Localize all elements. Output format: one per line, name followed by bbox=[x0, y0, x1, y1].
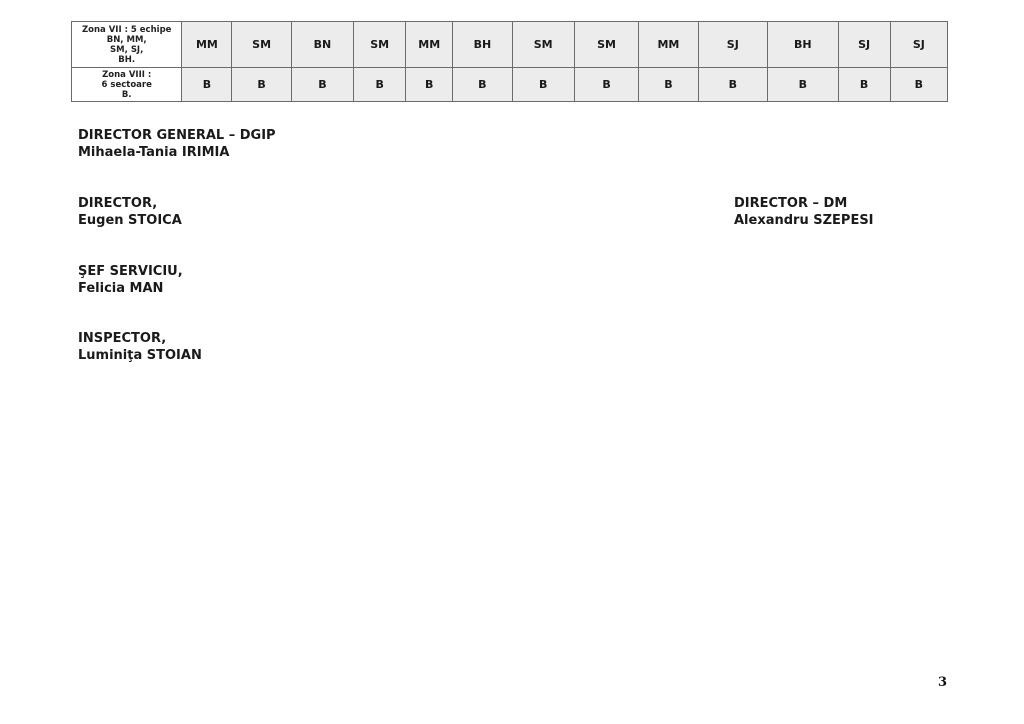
zone-label-cell: Zona VIII : 6 sectoare B. bbox=[72, 68, 182, 102]
schedule-cell: B bbox=[406, 68, 453, 102]
signature-director-general bbox=[78, 127, 276, 161]
schedule-cell: B bbox=[698, 68, 768, 102]
schedule-cell: B bbox=[182, 68, 232, 102]
schedule-cell: B bbox=[232, 68, 291, 102]
schedule-table bbox=[71, 21, 948, 102]
schedule-cell: B bbox=[768, 68, 839, 102]
signature-title: INSPECTOR, bbox=[78, 331, 167, 346]
schedule-cell: B bbox=[890, 68, 947, 102]
signature-name: Mihaela-Tania IRIMIA bbox=[78, 145, 230, 160]
signature-director bbox=[78, 195, 182, 229]
schedule-cell: BH bbox=[453, 22, 512, 68]
zone-label-cell: Zona VII : 5 echipe BN, MM, SM, SJ, BH. bbox=[72, 22, 182, 68]
schedule-cell: SM bbox=[574, 22, 638, 68]
schedule-cell: MM bbox=[406, 22, 453, 68]
schedule-cell: B bbox=[453, 68, 512, 102]
schedule-cell: BN bbox=[291, 22, 353, 68]
schedule-cell: B bbox=[512, 68, 574, 102]
table-row-zona-vii bbox=[72, 22, 948, 68]
signature-inspector bbox=[78, 330, 202, 364]
signature-name: Felicia MAN bbox=[78, 281, 164, 296]
signature-name: Luminiţa STOIAN bbox=[78, 348, 202, 363]
table-row-zona-viii bbox=[72, 68, 948, 102]
signature-name: Alexandru SZEPESI bbox=[734, 213, 874, 228]
schedule-cell: SJ bbox=[838, 22, 890, 68]
signature-title: DIRECTOR GENERAL – DGIP bbox=[78, 128, 276, 143]
signature-sef-serviciu bbox=[78, 263, 183, 297]
schedule-cell: B bbox=[291, 68, 353, 102]
schedule-cell: SM bbox=[512, 22, 574, 68]
schedule-cell: SM bbox=[354, 22, 406, 68]
schedule-cell: B bbox=[574, 68, 638, 102]
signature-name: Eugen STOICA bbox=[78, 213, 182, 228]
schedule-cell: B bbox=[639, 68, 698, 102]
signature-director-dm bbox=[734, 195, 874, 229]
schedule-cell: BH bbox=[768, 22, 839, 68]
signature-title: DIRECTOR, bbox=[78, 196, 158, 211]
schedule-cell: SM bbox=[232, 22, 291, 68]
schedule-cell: B bbox=[838, 68, 890, 102]
schedule-cell: SJ bbox=[890, 22, 947, 68]
schedule-cell: B bbox=[354, 68, 406, 102]
signature-title: ŞEF SERVICIU, bbox=[78, 264, 183, 279]
schedule-cell: SJ bbox=[698, 22, 768, 68]
page-number: 3 bbox=[938, 675, 948, 690]
schedule-cell: MM bbox=[182, 22, 232, 68]
signature-title: DIRECTOR – DM bbox=[734, 196, 848, 211]
schedule-cell: MM bbox=[639, 22, 698, 68]
